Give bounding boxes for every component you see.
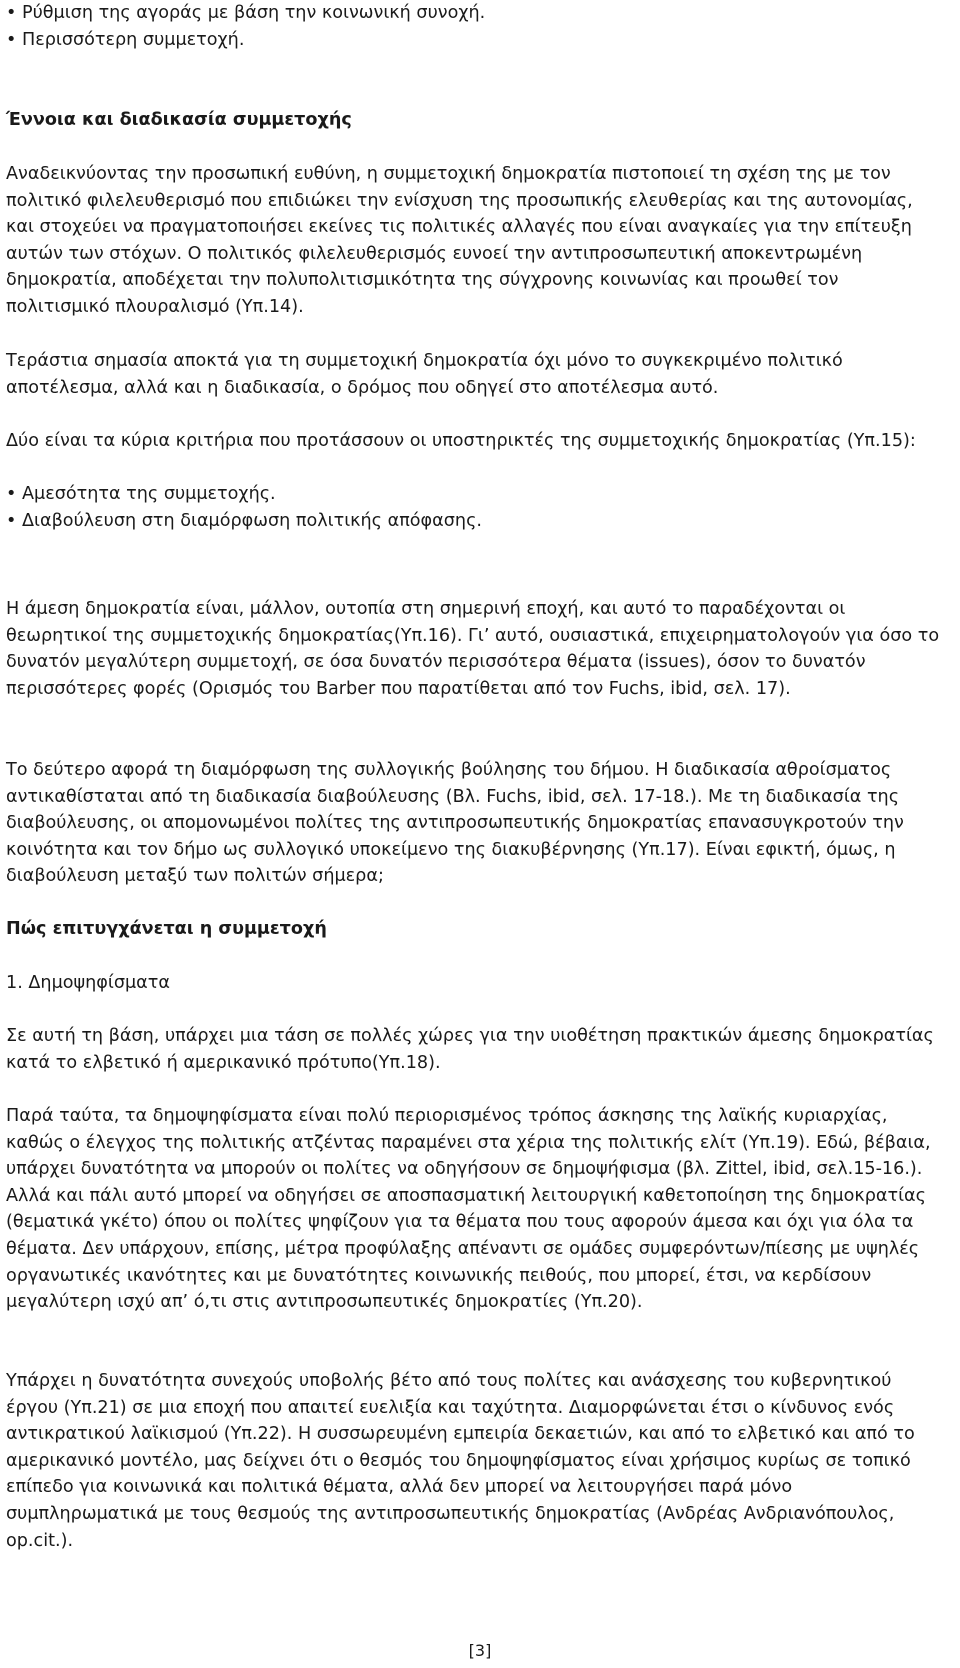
criteria-bullet-list [6, 481, 941, 534]
section-heading: Πώς επιτυγχάνεται η συμμετοχή [6, 919, 327, 939]
paragraph: Υπάρχει η δυνατότητα συνεχούς υποβολής βέτο από τους πολίτες και ανάσχεσης του κυβερνητικού έργου (Υπ.21) σε μια εποχή που απαιτεί ευελιξία και ταχύτητα. Διαμορφώνεται έτσι ο κίνδυνος ενός αντικρατικού λαϊκισμού (Υπ.22). Η συσσωρευμένη εμπειρία δεκαετιών, και από το ελβετικό και από το αμερικανικό μοντέλο, μας δείχνει ότι ο θεσμός του δημοψηφίσματος είναι χρήσιμος κυρίως σε τοπικό επίπεδο για κοινωνικά και πολιτικά θέματα, αλλά δεν μπορεί να λειτουργήσει παρά μόνο συμπληρωματικά με τους θεσμούς της αντιπροσωπευτικής δημοκρατίας (Ανδρέας Ανδριανόπουλος, op.cit.). [6, 1371, 915, 1551]
subsection-heading: 1. Δημοψηφίσματα [6, 973, 170, 993]
paragraph: Η άμεση δημοκρατία είναι, μάλλον, ουτοπία στη σημερινή εποχή, και αυτό το παραδέχονται οι θεωρητικοί της συμμετοχικής δημοκρατίας(Υπ.16). Γι’ αυτό, ουσιαστικά, επιχειρηματολογούν για όσο το δυνατόν μεγαλύτερη συμμετοχή, σε όσα δυνατόν περισσότερα θέματα (issues), όσον το δυνατόν περισσότερες φορές (Ορισμός του Barber που παρατίθεται από τον Fuchs, ibid, σελ. 17). [6, 599, 940, 699]
section-heading: Έννοια και διαδικασία συμμετοχής [6, 110, 352, 130]
list-item: • Περισσότερη συμμετοχή. [6, 27, 941, 54]
paragraph: Παρά ταύτα, τα δημοψηφίσματα είναι πολύ περιορισμένος τρόπος άσκησης της λαϊκής κυριαρχίας, καθώς ο έλεγχος της πολιτικής ατζέντας παραμένει στα χέρια της πολιτικής ελίτ (Υπ.19). Εδώ, βέβαια, υπάρχει δυνατότητα να μπορούν οι πολίτες να οδηγήσουν σε δημοψήφισμα (βλ. Zittel, ibid, σελ.15-16.). Αλλά και πάλι αυτό μπορεί να οδηγήσει σε αποσπασματική λειτουργική καθετοποίηση της δημοκρατίας (θεματικά γκέτο) όπου οι πολίτες ψηφίζουν για τα θέματα που τους αφορούν άμεσα και όχι για όλα τα θέματα. Δεν υπάρχουν, επίσης, μέτρα προφύλαξης απέναντι σε ομάδες συμφερόντων/πίεσης με υψηλές οργανωτικές ικανότητες και με δυνατότητες κοινωνικής πειθούς, που μπορεί, έτσι, να κερδίσουν μεγαλύτερη ισχύ απ’ ό,τι στις αντιπροσωπευτικές δημοκρατίες (Υπ.20). [6, 1106, 931, 1313]
paragraph: Αναδεικνύοντας την προσωπική ευθύνη, η συμμετοχική δημοκρατία πιστοποιεί τη σχέση της με τον πολιτικό φιλελευθερισμό που επιδιώκει την ενίσχυση της προσωπικής ελευθερίας και της αυτονομίας, και στοχεύει να πραγματοποιήσει εκείνες τις πολιτικές αλλαγές που είναι αναγκαίες για την επίτευξη αυτών των στόχων. Ο πολιτικός φιλελευθερισμός ευνοεί την αντιπροσωπευτική αποκεντρωμένη δημοκρατία, αποδέχεται την πολυπολιτισμικότητα της σύγχρονης κοινωνίας και προωθεί τον πολιτισμικό πλουραλισμό (Υπ.14). [6, 164, 913, 317]
paragraph: Το δεύτερο αφορά τη διαμόρφωση της συλλογικής βούλησης του δήμου. Η διαδικασία αθροίσματος αντικαθίσταται από τη διαδικασία διαβούλευσης (Βλ. Fuchs, ibid, σελ. 17-18.). Με τη διαδικασία της διαβούλευσης, οι απομονωμένοι πολίτες της αντιπροσωπευτικής δημοκρατίας επανασυγκροτούν την κοινότητα και τον δήμο ως συλλογικό υποκείμενο της διακυβέρνησης (Υπ.17). Είναι εφικτή, όμως, η διαβούλευση μεταξύ των πολιτών σήμερα; [6, 760, 904, 887]
paragraph: Δύο είναι τα κύρια κριτήρια που προτάσσουν οι υποστηρικτές της συμμετοχικής δημοκρατίας (Υπ.15): [6, 431, 916, 451]
list-item: • Διαβούλευση στη διαμόρφωση πολιτικής απόφασης. [6, 508, 941, 535]
intro-bullet-list [6, 0, 941, 53]
paragraph: Τεράστια σημασία αποκτά για τη συμμετοχική δημοκρατία όχι μόνο το συγκεκριμένο πολιτικό αποτέλεσμα, αλλά και η διαδικασία, ο δρόμος που οδηγεί στο αποτέλεσμα αυτό. [6, 351, 843, 398]
list-item: • Αμεσότητα της συμμετοχής. [6, 481, 941, 508]
paragraph: Σε αυτή τη βάση, υπάρχει μια τάση σε πολλές χώρες για την υιοθέτηση πρακτικών άμεσης δημοκρατίας κατά το ελβετικό ή αμερικανικό πρότυπο(Υπ.18). [6, 1026, 934, 1073]
list-item: • Ρύθμιση της αγοράς με βάση την κοινωνική συνοχή. [6, 0, 941, 27]
page-number: [3] [468, 1641, 492, 1660]
